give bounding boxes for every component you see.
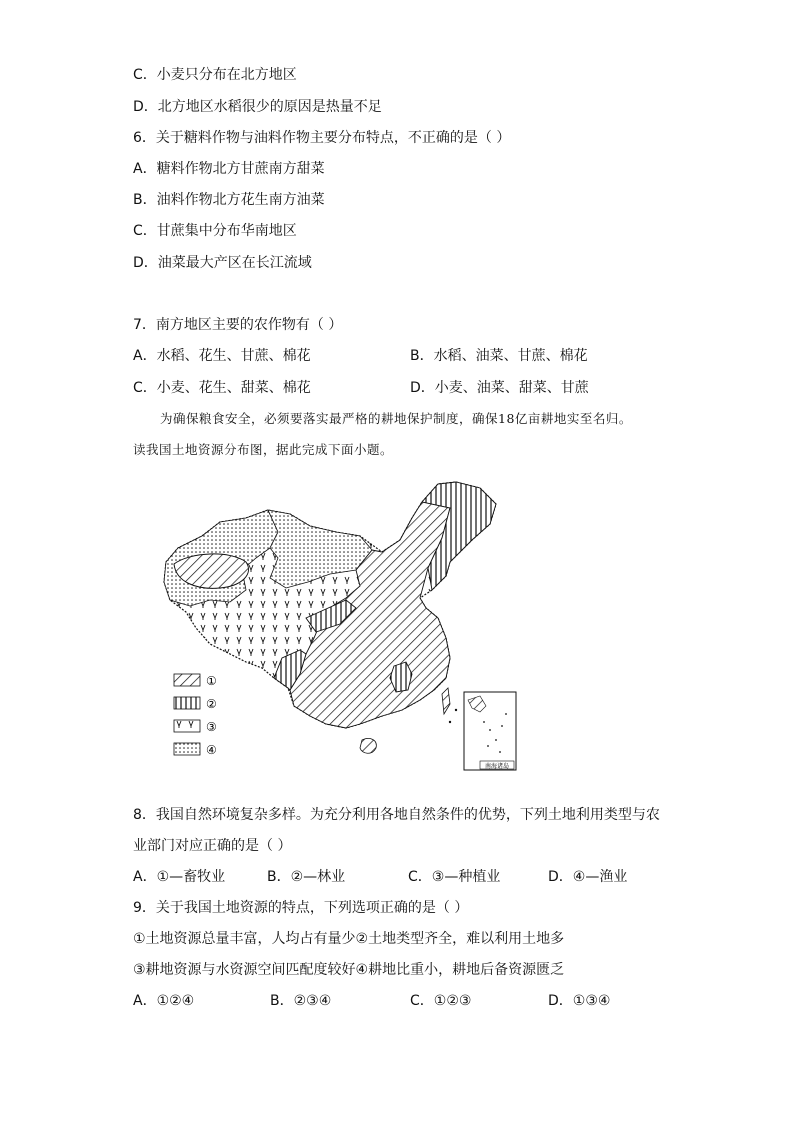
inset-label: 南海诸岛 [484, 763, 510, 770]
q6-option-b: B．油料作物北方花生南方油菜 [133, 192, 325, 208]
taiwan-island [442, 688, 450, 714]
legend-swatch-1 [174, 674, 200, 686]
q6-option-a: A．糖料作物北方甘蔗南方甜菜 [133, 161, 325, 177]
q8-option-b: B．②—林业 [267, 869, 346, 885]
q6-option-c: C．甘蔗集中分布华南地区 [133, 223, 297, 239]
q7-option-d: D．小麦、油菜、甜菜、甘蔗 [410, 380, 589, 396]
q7-stem: 7．南方地区主要的农作物有（ ） [133, 317, 343, 333]
q7-option-a: A．水稻、花生、甘蔗、棉花 [133, 348, 311, 364]
island-dot [455, 709, 457, 711]
q9-option-d: D．①③④ [548, 993, 611, 1009]
q8-option-a: A．①—畜牧业 [133, 869, 226, 885]
q9-option-a: A．①②④ [133, 993, 195, 1009]
island-dot [449, 721, 451, 723]
q9-statements-line-1: ①土地资源总量丰富，人均占有量少②土地类型齐全，难以利用土地多 [133, 931, 565, 947]
q9-stem: 9．关于我国土地资源的特点，下列选项正确的是（ ） [133, 900, 469, 916]
legend-swatch-4 [174, 743, 200, 755]
legend-label-1: ① [206, 674, 217, 688]
q7-option-c: C．小麦、花生、甜菜、棉花 [133, 380, 311, 396]
legend-swatch-3 [174, 720, 200, 732]
q9-statements-line-2: ③耕地资源与水资源空间匹配度较好④耕地比重小，耕地后备资源匮乏 [133, 962, 565, 978]
q8-stem-line-1: 8．我国自然环境复杂多样。为充分利用各地自然条件的优势，下列土地利用类型与农 [133, 807, 660, 823]
legend-label-4: ④ [206, 743, 217, 757]
q5-option-d: D．北方地区水稻很少的原因是热量不足 [133, 99, 382, 115]
legend-label-2: ② [206, 697, 217, 711]
legend [174, 674, 217, 757]
q8-option-d: D．④—渔业 [548, 869, 628, 885]
china-land-resource-map [150, 478, 530, 774]
legend-label-3: ③ [206, 720, 217, 734]
q8-option-c: C．③—种植业 [408, 869, 501, 885]
passage-line-1: 为确保粮食安全，必须要落实最严格的耕地保护制度，确保18亿亩耕地实至名归。 [160, 411, 632, 426]
q8-stem-line-2: 业部门对应正确的是（ ） [133, 838, 292, 854]
hainan-island [360, 738, 376, 753]
q9-option-b: B．②③④ [270, 993, 332, 1009]
q9-option-c: C．①②③ [410, 993, 472, 1009]
legend-swatch-2 [174, 697, 200, 709]
q7-option-b: B．水稻、油菜、甘蔗、棉花 [410, 348, 588, 364]
q6-stem: 6．关于糖料作物与油料作物主要分布特点，不正确的是（ ） [133, 130, 511, 146]
q5-option-c: C．小麦只分布在北方地区 [133, 67, 297, 83]
passage-line-2: 读我国土地资源分布图，据此完成下面小题。 [133, 442, 394, 457]
q6-option-d: D．油菜最大产区在长江流域 [133, 255, 312, 271]
